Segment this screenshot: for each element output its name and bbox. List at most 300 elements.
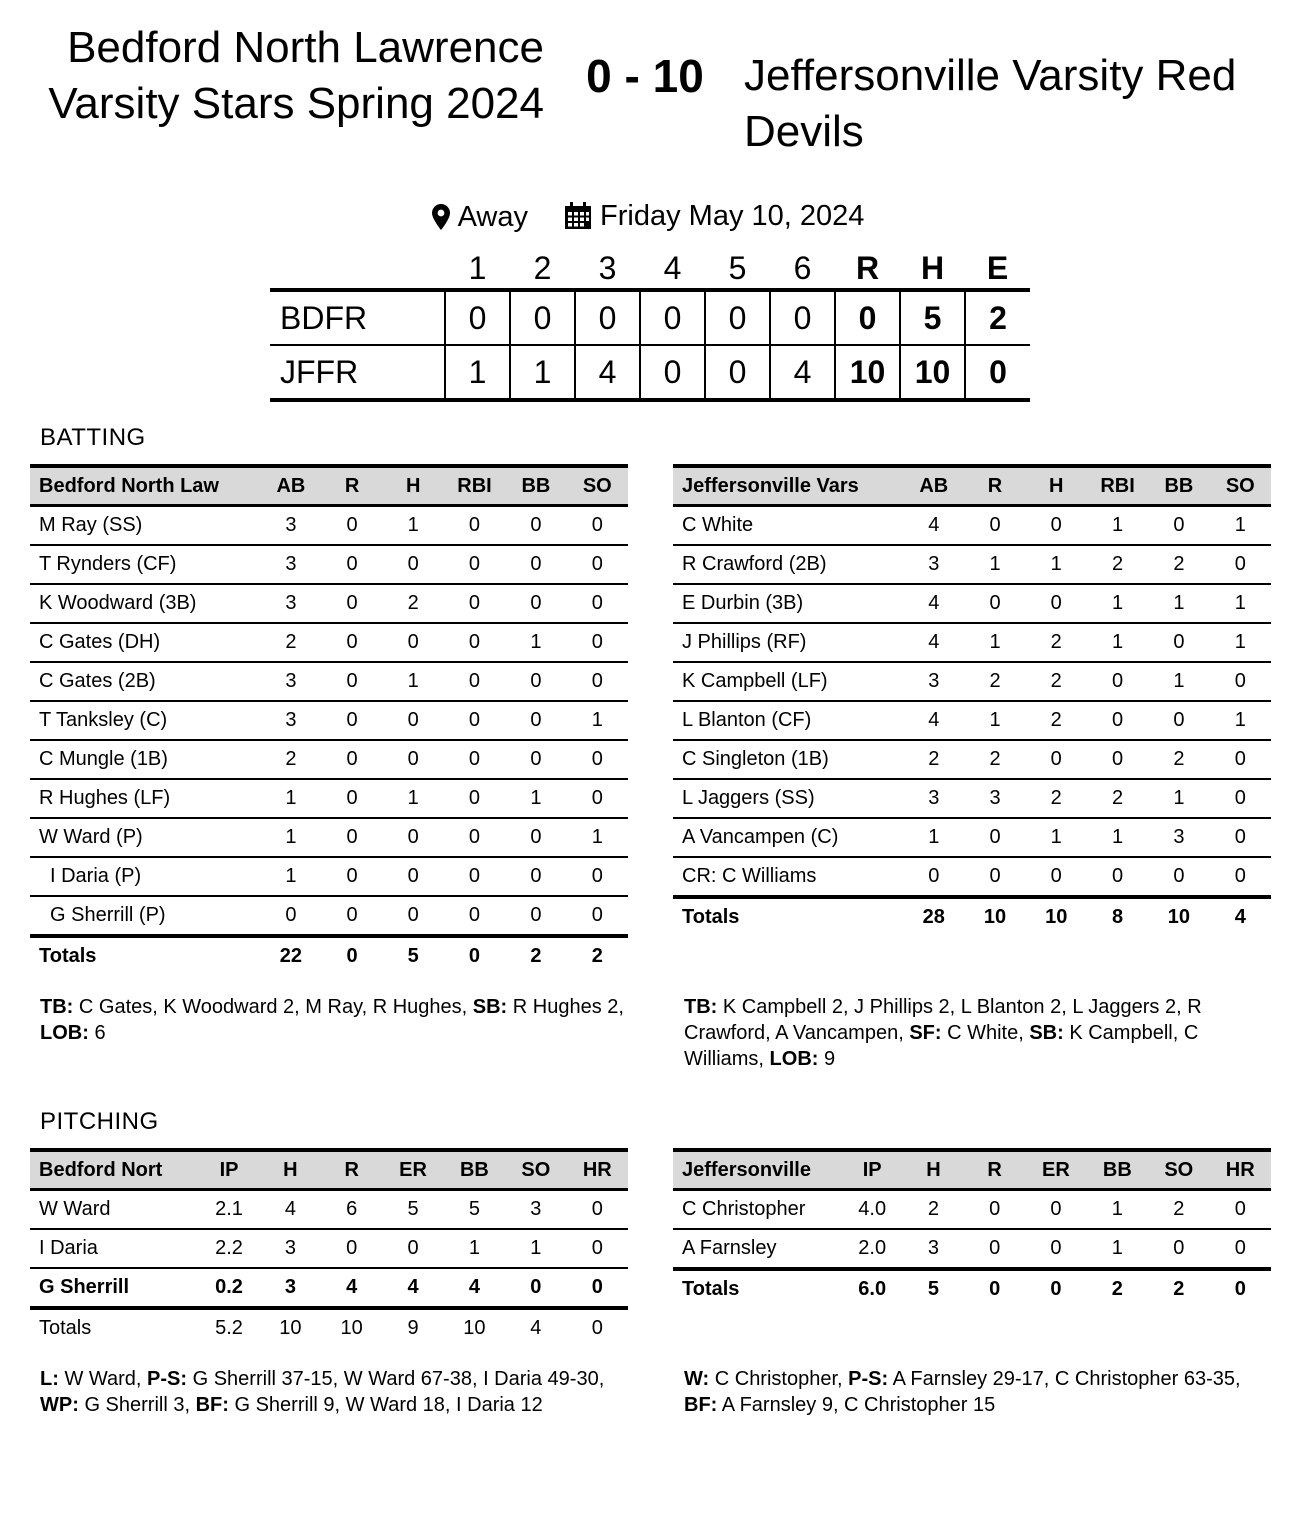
linescore-inning-score: 0: [445, 290, 510, 345]
stat-value: 0: [530, 670, 542, 692]
stat-column-header: HR: [582, 1158, 612, 1181]
player-row: [30, 1190, 628, 1230]
stat-value: 0: [989, 826, 1001, 848]
linescore-table: [270, 248, 1030, 402]
note-label: LOB:: [769, 1048, 819, 1070]
stat-value: 0: [468, 592, 481, 614]
note-text: C Gates, K Woodward 2, M Ray, R Hughes,: [73, 996, 473, 1018]
stat-value: 0: [1050, 748, 1062, 770]
stat-column-header: HR: [1225, 1158, 1255, 1181]
home-batting-table: [30, 464, 628, 975]
stat-value: 0: [468, 787, 481, 809]
stat-value: 0: [1173, 1237, 1185, 1259]
stat-value: 2: [927, 1198, 940, 1220]
stat-value: 0: [407, 631, 419, 653]
stat-value: 0: [346, 748, 358, 770]
linescore-header-team: [270, 248, 445, 290]
stat-value: 0: [285, 904, 297, 926]
player-name: T Tanksley (C): [39, 709, 168, 731]
stat-column-header: H: [926, 1158, 941, 1181]
totals-label: Totals: [682, 1278, 740, 1300]
stat-value: 1: [530, 631, 542, 653]
totals-label: Totals: [39, 1317, 92, 1339]
player-row: [673, 857, 1271, 897]
totals-value: 2: [1173, 1278, 1185, 1300]
note-text: 9: [818, 1048, 836, 1070]
stat-value: 0: [1111, 670, 1124, 692]
linescore-header-inning: 4: [663, 249, 682, 286]
stat-value: 1: [1234, 631, 1246, 653]
stat-value: 4: [928, 631, 940, 653]
player-row: [673, 545, 1271, 584]
stat-column-header: SO: [1225, 474, 1255, 497]
stat-value: 0: [407, 1237, 419, 1259]
stat-column-header: SO: [1164, 1158, 1194, 1181]
stat-value: 1: [989, 553, 1001, 575]
linescore-hits: 10: [900, 345, 965, 400]
stat-value: 1: [407, 787, 419, 809]
stat-value: 2: [989, 670, 1001, 692]
stat-value: 0: [346, 553, 358, 575]
totals-value: 22: [279, 945, 302, 967]
linescore-errors: 2: [965, 290, 1030, 345]
totals-value: 6.0: [858, 1278, 887, 1300]
stat-value: 0: [1234, 787, 1246, 809]
stat-value: 0: [346, 670, 358, 692]
linescore-inning-score: 0: [770, 290, 835, 345]
stat-value: 0: [1050, 514, 1062, 536]
stat-value: 3: [928, 670, 940, 692]
note-text: A Farnsley 29-17, C Christopher 63-35,: [888, 1368, 1241, 1390]
linescore-inning-score: 4: [770, 345, 835, 400]
note-text: C Christopher,: [709, 1368, 849, 1390]
player-row: [673, 1229, 1271, 1269]
stat-value: 3: [928, 553, 940, 575]
player-name: K Campbell (LF): [682, 670, 828, 692]
note-text: 6: [88, 1022, 106, 1044]
stat-column-header: AB: [276, 474, 306, 497]
player-row: [673, 701, 1271, 740]
note-text: W Ward,: [58, 1368, 148, 1390]
stat-value: 2: [285, 631, 297, 653]
stat-value: 0: [1234, 1198, 1246, 1220]
stat-column-header: H: [283, 1158, 298, 1181]
stat-value: 0: [346, 1237, 358, 1259]
stat-value: 0: [989, 592, 1001, 614]
note-label: BF:: [195, 1394, 229, 1416]
team-column-header: Jeffersonville: [682, 1158, 811, 1181]
linescore-hits: 5: [900, 290, 965, 345]
player-row: [673, 584, 1271, 623]
stat-value: 3: [285, 514, 297, 536]
stat-value: 1: [285, 865, 297, 887]
stats-header-row: [673, 466, 1271, 506]
player-name: G Sherrill (P): [50, 904, 166, 926]
stat-value: 0: [1111, 748, 1124, 770]
stat-value: 3: [989, 787, 1001, 809]
stat-value: 1: [468, 1237, 480, 1259]
totals-value: 0: [591, 1317, 603, 1339]
stat-column-header: BB: [1164, 474, 1194, 497]
player-row: [30, 545, 628, 584]
stat-value: 0: [468, 826, 481, 848]
linescore-inning-score: 0: [640, 290, 705, 345]
stat-column-header: BB: [1102, 1158, 1132, 1181]
player-name: R Crawford (2B): [682, 553, 827, 575]
player-name: R Hughes (LF): [39, 787, 171, 809]
away-batting-notes: [684, 994, 1274, 1072]
player-row: [30, 740, 628, 779]
stat-value: 0: [530, 553, 542, 575]
team-column-header: Bedford Nort: [39, 1158, 163, 1181]
stat-value: 0: [1111, 865, 1124, 887]
player-row: [30, 1229, 628, 1268]
totals-value: 5: [927, 1278, 940, 1300]
note-label: L:: [40, 1368, 59, 1390]
totals-value: 4: [530, 1317, 542, 1339]
note-label: P-S:: [848, 1368, 889, 1390]
stat-value: 0: [346, 865, 358, 887]
stat-value: 0: [346, 787, 358, 809]
stat-value: 5: [468, 1198, 480, 1220]
stat-value: 0: [407, 553, 419, 575]
player-row: [673, 818, 1271, 857]
linescore-inning-score: 1: [445, 345, 510, 400]
player-row: [673, 740, 1271, 779]
note-label: TB:: [684, 996, 718, 1018]
stat-value: 0: [989, 514, 1001, 536]
stat-value: 4: [407, 1276, 419, 1298]
away-pitching-notes: [684, 1366, 1274, 1418]
stat-value: 0: [1173, 631, 1185, 653]
stat-value: 3: [284, 1237, 296, 1259]
stat-column-header: H: [1049, 474, 1064, 497]
stat-value: 4: [928, 592, 940, 614]
note-text: C White,: [941, 1022, 1030, 1044]
stats-header-row: [30, 466, 628, 506]
stat-value: 0: [346, 631, 358, 653]
player-row: [673, 623, 1271, 662]
stat-value: 0: [530, 748, 542, 770]
linescore-header-runs: R: [855, 249, 880, 286]
home-pitching-table: [30, 1148, 628, 1347]
away-pitching-table: [673, 1148, 1271, 1308]
player-name: CR: C Williams: [682, 865, 817, 887]
away-batting-table: [673, 464, 1271, 936]
stat-value: 1: [530, 787, 542, 809]
stat-value: 0: [468, 865, 481, 887]
stat-value: 2: [1050, 709, 1062, 731]
stat-value: 1: [407, 670, 419, 692]
note-label: TB:: [40, 996, 74, 1018]
player-name: C Gates (DH): [39, 631, 161, 653]
totals-value: 5.2: [215, 1317, 243, 1339]
player-row: [673, 506, 1271, 546]
note-text: G Sherrill 3,: [78, 1394, 196, 1416]
player-name: G Sherrill: [39, 1276, 130, 1298]
stat-value: 1: [1111, 592, 1124, 614]
stat-value: 0: [346, 709, 358, 731]
stat-value: 0: [468, 514, 481, 536]
stat-value: 1: [407, 514, 419, 536]
stat-value: 3: [285, 670, 297, 692]
stat-value: 0: [530, 1276, 542, 1298]
away-team-name: Jeffersonville Varsity Red Devils: [744, 51, 1237, 156]
stat-value: 4: [468, 1276, 480, 1298]
stat-value: 1: [591, 709, 603, 731]
totals-label: Totals: [682, 906, 740, 928]
player-row: [30, 701, 628, 740]
linescore-row: [270, 290, 1030, 345]
stat-value: 0: [530, 904, 542, 926]
stat-column-header: AB: [919, 474, 949, 497]
linescore-inning-score: 1: [510, 345, 575, 400]
stat-value: 1: [989, 709, 1001, 731]
stat-value: 3: [285, 592, 297, 614]
stat-value: 0: [1234, 865, 1246, 887]
player-name: L Jaggers (SS): [682, 787, 815, 809]
note-label: SB:: [1029, 1022, 1064, 1044]
stat-value: 1: [285, 826, 297, 848]
stat-value: 0: [468, 631, 481, 653]
totals-value: 28: [922, 906, 945, 928]
totals-value: 9: [407, 1317, 419, 1339]
location-info: [432, 197, 528, 237]
stat-column-header: R: [344, 1158, 359, 1181]
linescore-header-errors: E: [986, 249, 1009, 286]
totals-value: 4: [1234, 906, 1246, 928]
stat-value: 3: [530, 1198, 542, 1220]
stat-value: 0: [407, 709, 419, 731]
linescore-runs: 10: [835, 345, 900, 400]
player-name: E Durbin (3B): [682, 592, 804, 614]
player-row: [30, 623, 628, 662]
totals-value: 0: [1234, 1278, 1246, 1300]
linescore-inning-score: 0: [705, 290, 770, 345]
stat-value: 3: [927, 1237, 940, 1259]
player-row: [30, 506, 628, 546]
player-name: C Gates (2B): [39, 670, 156, 692]
totals-value: 2: [591, 945, 603, 967]
player-row: [30, 818, 628, 857]
team-column-header: Bedford North Law: [39, 474, 219, 497]
stat-value: 3: [928, 787, 940, 809]
player-name: I Daria (P): [50, 865, 142, 887]
totals-value: 10: [340, 1317, 363, 1339]
player-name: A Farnsley: [682, 1237, 777, 1259]
stat-value: 3: [285, 553, 297, 575]
totals-value: 0: [346, 945, 358, 967]
home-team-name: Bedford North Lawrence Varsity Stars Spring 2024: [48, 23, 544, 128]
stat-value: 0: [1173, 514, 1185, 536]
totals-value: 10: [1167, 906, 1191, 928]
stat-value: 2: [1050, 670, 1062, 692]
player-name: C Singleton (1B): [682, 748, 829, 770]
note-text: G Sherrill 37-15, W Ward 67-38, I Daria 49-30,: [187, 1368, 605, 1390]
stat-value: 2: [1111, 787, 1124, 809]
stat-value: 4: [928, 514, 940, 536]
player-row: [673, 662, 1271, 701]
stat-value: 1: [1173, 592, 1185, 614]
stat-value: 1: [1111, 514, 1124, 536]
stat-value: 1: [928, 826, 940, 848]
stat-value: 4.0: [858, 1198, 887, 1220]
linescore-inning-score: 4: [575, 345, 640, 400]
player-name: K Woodward (3B): [39, 592, 197, 614]
stat-value: 0: [591, 1198, 603, 1220]
stat-value: 0: [1234, 670, 1246, 692]
stat-value: 0: [468, 709, 481, 731]
stat-column-header: IP: [862, 1158, 882, 1181]
stat-value: 4: [928, 709, 940, 731]
stat-column-header: RBI: [1100, 474, 1135, 497]
stat-value: 1: [1111, 631, 1124, 653]
note-label: WP:: [40, 1394, 79, 1416]
stat-value: 1: [1111, 826, 1124, 848]
stat-value: 1: [1234, 592, 1246, 614]
stat-value: 0: [530, 709, 542, 731]
stat-value: 0: [1173, 709, 1185, 731]
note-label: W:: [684, 1368, 710, 1390]
stat-value: 2: [285, 748, 297, 770]
linescore-header-row: [270, 248, 1030, 290]
totals-value: 0: [989, 1278, 1001, 1300]
stat-value: 0: [591, 592, 603, 614]
stat-value: 0: [591, 787, 603, 809]
stat-value: 0: [591, 1237, 603, 1259]
pitching-section-title: PITCHING: [40, 1108, 159, 1135]
stat-value: 1: [591, 826, 603, 848]
calendar-icon: [564, 202, 592, 230]
stat-column-header: R: [987, 1158, 1002, 1181]
totals-value: 8: [1111, 906, 1124, 928]
stats-header-row: [673, 1150, 1271, 1190]
linescore-runs: 0: [835, 290, 900, 345]
note-label: SF:: [909, 1022, 942, 1044]
stat-value: 0: [1050, 1198, 1062, 1220]
note-label: LOB:: [40, 1022, 89, 1044]
linescore-header-inning: 3: [598, 249, 617, 286]
stat-value: 0: [1050, 592, 1062, 614]
totals-value: 10: [463, 1317, 486, 1339]
location-text: Away: [457, 201, 528, 233]
totals-value: 2: [530, 945, 542, 967]
note-text: G Sherrill 9, W Ward 18, I Daria 12: [228, 1394, 543, 1416]
stat-column-header: ER: [399, 1158, 427, 1181]
note-label: BF:: [684, 1394, 718, 1416]
player-name: T Rynders (CF): [39, 553, 177, 575]
stat-value: 1: [1050, 553, 1062, 575]
stat-value: 0: [468, 748, 481, 770]
stat-value: 0: [407, 904, 419, 926]
final-score: 0 - 10: [586, 50, 704, 102]
stat-value: 0: [1234, 748, 1246, 770]
batting-section-title: BATTING: [40, 424, 146, 451]
stat-value: 0: [591, 631, 603, 653]
totals-value: 10: [1045, 906, 1068, 928]
stat-value: 4: [284, 1198, 296, 1220]
player-row: [30, 779, 628, 818]
linescore-header-hits: H: [920, 249, 945, 286]
stat-value: 0: [989, 865, 1001, 887]
totals-row: [30, 936, 628, 975]
stat-value: 0: [407, 826, 419, 848]
linescore-header-inning: 1: [468, 249, 487, 286]
player-name: L Blanton (CF): [682, 709, 812, 731]
stat-value: 1: [285, 787, 297, 809]
stat-value: 0: [407, 748, 419, 770]
stat-value: 0: [346, 592, 358, 614]
linescore-inning-score: 0: [510, 290, 575, 345]
stat-value: 0: [591, 514, 603, 536]
stat-value: 5: [407, 1198, 419, 1220]
stat-value: 6: [346, 1198, 358, 1220]
player-row: [30, 584, 628, 623]
stat-value: 0: [928, 865, 940, 887]
stat-value: 0: [1234, 1237, 1246, 1259]
player-row: [30, 662, 628, 701]
stat-value: 0: [1173, 865, 1185, 887]
stat-value: 0: [346, 904, 358, 926]
note-text: K Campbell 2, J Phillips 2, L Blanton 2, L Jaggers 2, R Crawford, A Vancampen,: [684, 996, 1202, 1044]
stat-value: 0: [346, 826, 358, 848]
game-meta: [0, 196, 1296, 241]
player-row: [673, 779, 1271, 818]
stat-value: 0: [1111, 709, 1124, 731]
player-name: C Christopher: [682, 1198, 806, 1220]
stat-value: 1: [530, 1237, 542, 1259]
stat-value: 0: [591, 553, 603, 575]
stat-value: 0.2: [215, 1276, 243, 1298]
player-name: J Phillips (RF): [682, 631, 807, 653]
stat-value: 0: [591, 1276, 603, 1298]
stat-column-header: BB: [459, 1158, 489, 1181]
totals-value: 10: [279, 1317, 302, 1339]
player-name: W Ward: [39, 1198, 111, 1220]
stat-value: 2: [1173, 748, 1185, 770]
stat-value: 1: [1234, 709, 1246, 731]
stat-value: 2: [1050, 787, 1062, 809]
stat-column-header: ER: [1042, 1158, 1070, 1181]
stat-column-header: SO: [521, 1158, 551, 1181]
totals-row: [30, 1308, 628, 1347]
stat-column-header: R: [344, 474, 360, 497]
stat-value: 2: [989, 748, 1001, 770]
stat-value: 0: [591, 865, 603, 887]
stat-value: 0: [591, 904, 603, 926]
stat-value: 0: [530, 865, 542, 887]
note-text: A Farnsley 9, C Christopher 15: [717, 1394, 996, 1416]
stat-value: 0: [1234, 553, 1246, 575]
stat-value: 0: [530, 826, 542, 848]
stat-value: 0: [1050, 1237, 1062, 1259]
player-name: C Mungle (1B): [39, 748, 168, 770]
stat-value: 2: [1173, 553, 1185, 575]
linescore-header-inning: 2: [533, 249, 552, 286]
stat-value: 1: [1234, 514, 1246, 536]
linescore-team: JFFR: [280, 353, 359, 390]
stat-value: 2: [1173, 1198, 1185, 1220]
stat-column-header: H: [405, 474, 421, 497]
linescore-inning-score: 0: [705, 345, 770, 400]
stat-value: 0: [591, 748, 603, 770]
home-pitching-notes: [40, 1366, 640, 1418]
player-row: [30, 857, 628, 896]
player-name: C White: [682, 514, 754, 536]
note-label: SB:: [472, 996, 508, 1018]
player-name: M Ray (SS): [39, 514, 143, 536]
stat-column-header: SO: [582, 474, 612, 497]
